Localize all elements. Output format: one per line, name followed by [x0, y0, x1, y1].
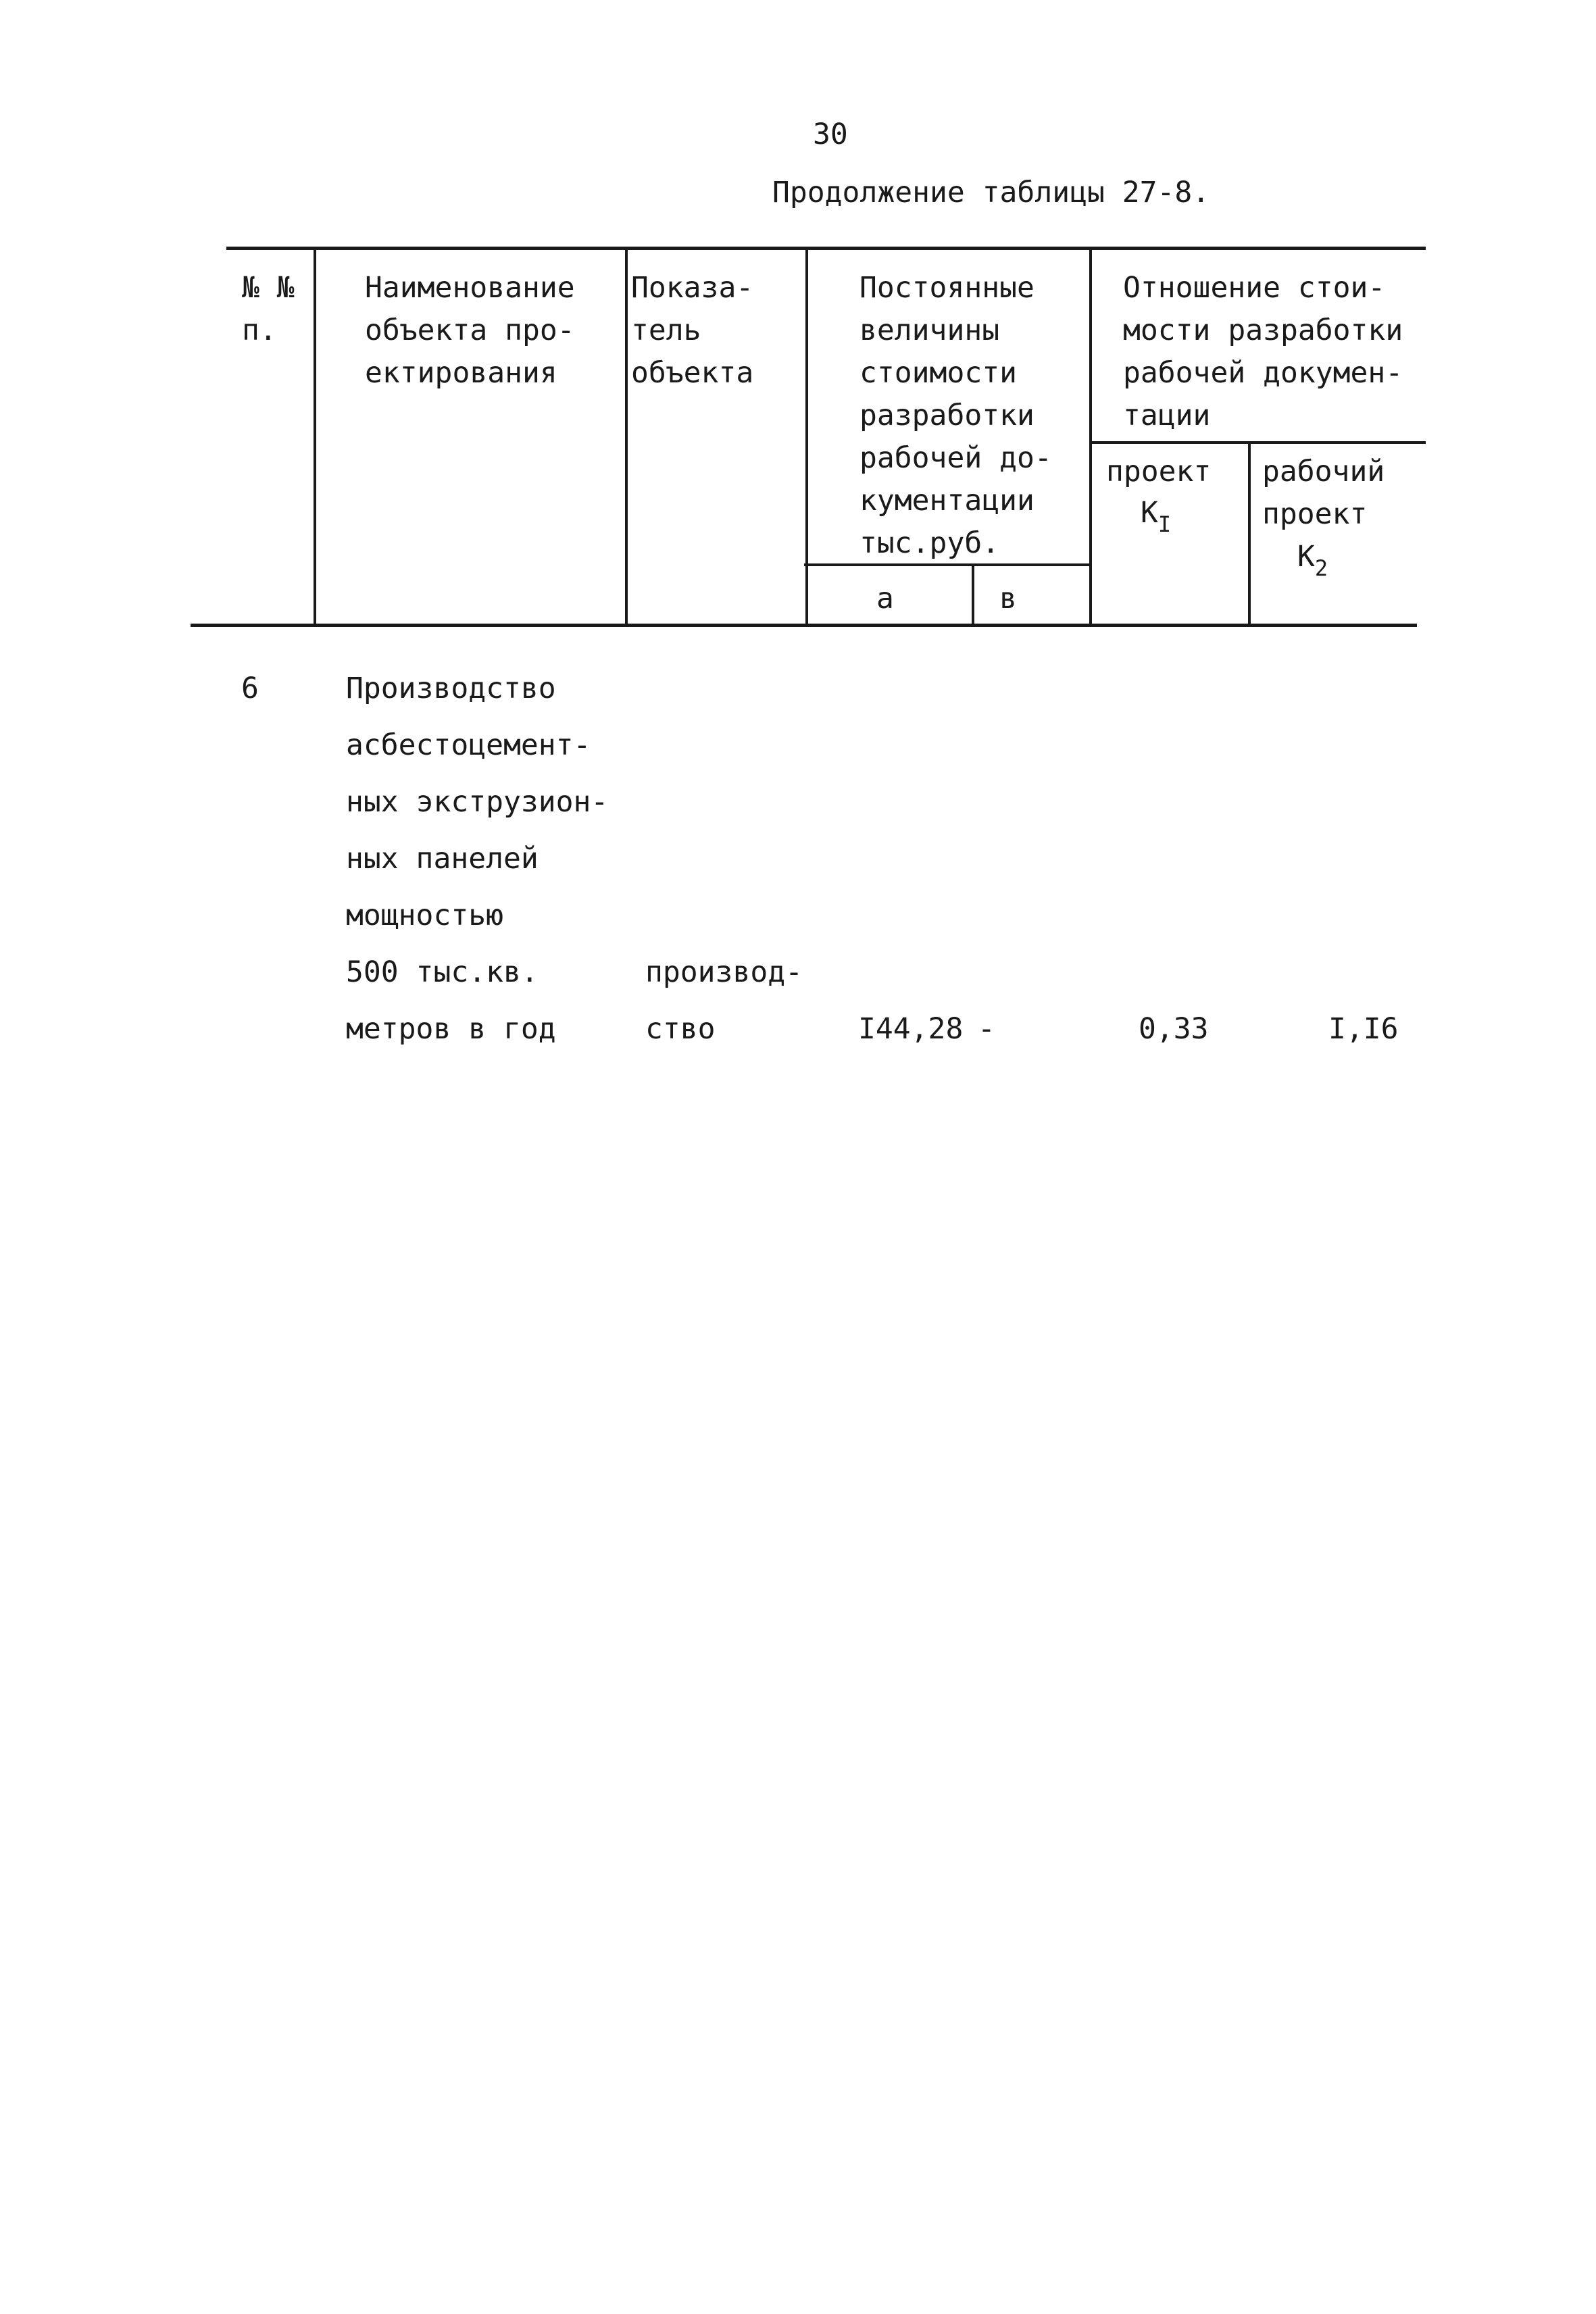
row-value-k2: I,I6: [1328, 1012, 1399, 1046]
header-num: № № п.: [242, 271, 295, 347]
header-const-b: в: [999, 582, 1017, 615]
k1-letter: K: [1141, 496, 1158, 530]
table-top-rule: [226, 247, 1426, 250]
row-value-k1: 0,33: [1139, 1012, 1209, 1046]
ratio-subheader-rule: [1091, 441, 1426, 444]
header-k1-symbol: [1141, 492, 1172, 537]
header-k1-label: проект: [1106, 455, 1212, 488]
row-value-b: -: [978, 1012, 995, 1046]
row-num: 6: [241, 672, 259, 705]
header-indicator: Показа- тель объекта: [631, 271, 754, 390]
k1-subscript: I: [1157, 511, 1172, 537]
row-value-a: I44,28: [858, 1012, 964, 1046]
k2-subscript: 2: [1314, 555, 1328, 581]
col-divider-3: [805, 248, 808, 626]
col-divider-4: [1089, 248, 1092, 626]
row-indicator: производ- ство: [645, 955, 803, 1046]
header-name: Наименование объекта про- ектирования: [365, 271, 575, 390]
col-divider-ab: [972, 565, 974, 626]
header-bottom-rule: [191, 624, 1417, 627]
header-ratio: Отношение стои- мости разработки рабочей докумен- тации: [1123, 271, 1403, 432]
k2-letter: K: [1297, 540, 1315, 574]
header-const-a: а: [876, 582, 894, 615]
header-const: Постоянные величины стоимости разработки рабочей до- кументации тыс.руб.: [859, 271, 1052, 560]
table-caption: Продолжение таблицы 27-8.: [772, 176, 1210, 209]
header-k2-label: рабочий проект: [1262, 455, 1385, 531]
header-k2-symbol: [1297, 536, 1328, 581]
row-name: Производство асбестоцемент- ных экструзион- ных панелей мощностью 500 тыс.кв. метров в год: [346, 672, 609, 1046]
col-divider-1: [314, 248, 316, 626]
page-number: 30: [813, 118, 848, 151]
col-divider-k: [1248, 443, 1251, 626]
col-divider-2: [625, 248, 628, 626]
